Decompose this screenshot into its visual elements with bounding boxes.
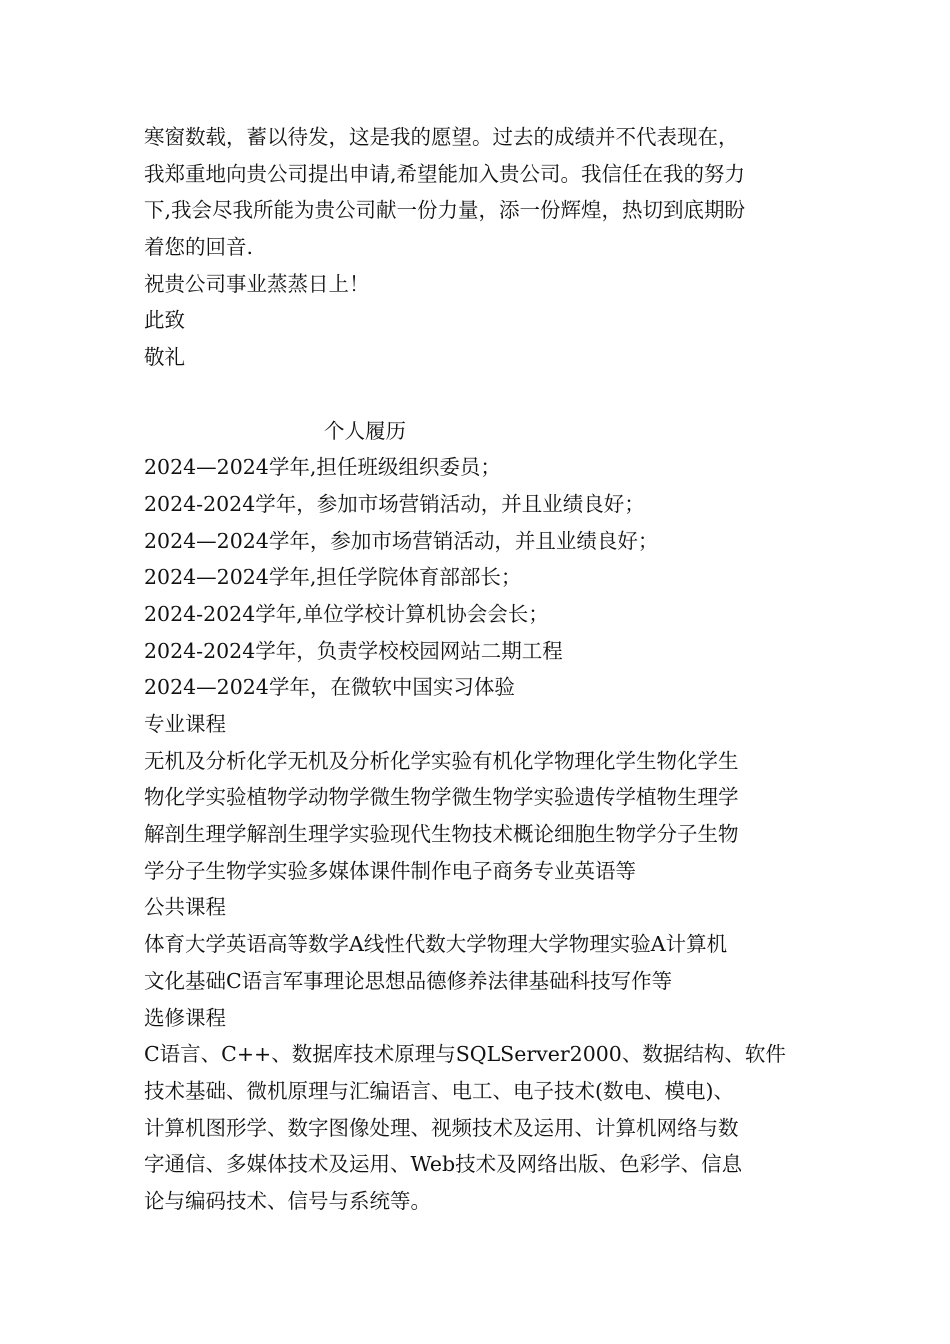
letter-paragraph-line: 我郑重地向贵公司提出申请,希望能加入贵公司。我信任在我的努力 (144, 161, 746, 186)
document-page (144, 119, 814, 1220)
experience-item: 2024-2024学年,单位学校计算机协会会长； (144, 601, 549, 626)
major-courses-line: 无机及分析化学无机及分析化学实验有机化学物理化学生物化学生 (144, 748, 739, 773)
elective-courses-line: C语言、C++、数据库技术原理与SQLServer2000、数据结构、软件 (144, 1042, 786, 1067)
resume-title: 个人履历 (324, 418, 406, 443)
elective-courses-line: 计算机图形学、数字图像处理、视频技术及运用、计算机网络与数 (144, 1115, 739, 1140)
major-courses-line: 解剖生理学解剖生理学实验现代生物技术概论细胞生物学分子生物 (144, 822, 739, 847)
letter-paragraph-line: 下,我会尽我所能为贵公司献一份力量，添一份辉煌，热切到底期盼 (144, 198, 746, 223)
section-spacer (144, 376, 814, 413)
letter-closing-1: 此致 (144, 308, 185, 333)
experience-item: 2024-2024学年，负责学校校园网站二期工程 (144, 638, 563, 663)
letter-wish: 祝贵公司事业蒸蒸日上！ (144, 271, 370, 296)
major-courses-line: 学分子生物学实验多媒体课件制作电子商务专业英语等 (144, 858, 636, 883)
public-courses-heading: 公共课程 (144, 895, 226, 920)
public-courses-line: 体育大学英语高等数学A线性代数大学物理大学物理实验A计算机 (144, 932, 728, 957)
letter-paragraph-line: 寒窗数载，蓄以待发，这是我的愿望。过去的成绩并不代表现在， (144, 125, 739, 149)
resume-section (144, 413, 814, 1220)
cover-letter (144, 119, 814, 376)
experience-item: 2024—2024学年，参加市场营销活动，并且业绩良好； (144, 528, 659, 553)
major-courses-line: 物化学实验植物学动物学微生物学微生物学实验遗传学植物生理学 (144, 785, 739, 810)
experience-item: 2024—2024学年,担任学院体育部部长； (144, 565, 522, 590)
elective-courses-line: 字通信、多媒体技术及运用、Web技术及网络出版、色彩学、信息 (144, 1152, 743, 1177)
elective-courses-line: 技术基础、微机原理与汇编语言、电工、电子技术(数电、模电)、 (144, 1078, 734, 1103)
elective-courses-line: 论与编码技术、信号与系统等。 (144, 1188, 431, 1213)
elective-courses-heading: 选修课程 (144, 1005, 226, 1030)
major-courses-heading: 专业课程 (144, 712, 226, 736)
letter-paragraph-line: 着您的回音. (144, 235, 254, 260)
experience-item: 2024-2024学年，参加市场营销活动，并且业绩良好； (144, 491, 645, 516)
experience-item: 2024—2024学年,担任班级组织委员； (144, 455, 501, 480)
public-courses-line: 文化基础C语言军事理论思想品德修养法律基础科技写作等 (144, 968, 673, 993)
letter-closing-2: 敬礼 (144, 345, 185, 370)
experience-item: 2024—2024学年，在微软中国实习体验 (144, 675, 515, 700)
